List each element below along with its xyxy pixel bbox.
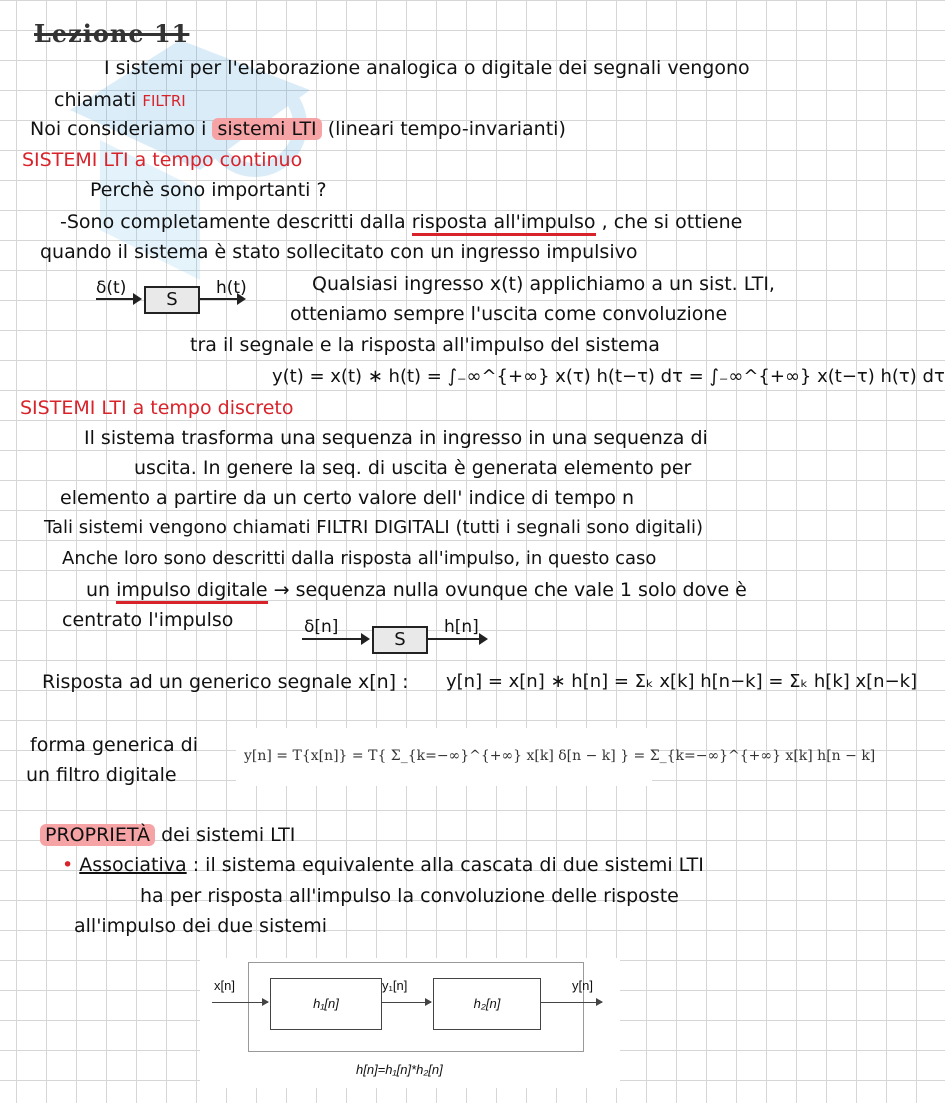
diagram-arrow-in-discrete — [302, 638, 368, 640]
proprieta-highlight: PROPRIETÀ — [40, 824, 155, 846]
discrete-line-6a: un — [86, 579, 111, 601]
side-line-3: tra il segnale e la risposta all'impulso del sistema — [190, 334, 660, 356]
associative-line-1c: : il sistema equivalente alla cascata di due sistemi LTI — [192, 854, 704, 876]
intro-line-1: I sistemi per l'elaborazione analogica o digitale dei segnali vengono — [104, 57, 750, 79]
discrete-line-7: centrato l'impulso — [62, 609, 234, 631]
associative-line-3: all'impulso dei due sistemi — [74, 915, 328, 937]
response-formula: y[n] = x[n] ∗ h[n] = Σₖ x[k] h[n−k] = Σₖ h[k] x[n−k] — [446, 671, 918, 692]
diagram-output-hn: h[n] — [444, 617, 479, 637]
side-line-1: Qualsiasi ingresso x(t) applichiamo a un sist. LTI, — [312, 273, 775, 295]
discrete-line-3: elemento a partire da un certo valore dell' indice di tempo n — [60, 487, 635, 509]
generic-filter-formula: y[n] = T{x[n]} = T{ Σ_{k=−∞}^{+∞} x[k] δ[n − k] } = Σ_{k=−∞}^{+∞} x[k] h[n − k] — [244, 748, 876, 764]
diagram-output-ht: h(t) — [216, 278, 247, 298]
discrete-line-4: Tali sistemi vengono chiamati FILTRI DIGITALI (tutti i segnali sono digitali) — [44, 517, 704, 538]
cascade-box-h2: h₂[n] — [433, 978, 541, 1030]
cascade-caption: h[n]=h₁[n]*h₂[n] — [356, 1062, 443, 1077]
continuous-line-1a: -Sono completamente descritti dalla — [60, 211, 406, 233]
impulso-digitale-underline: impulso digitale — [116, 579, 267, 604]
diagram-input-dt: δ(t) — [96, 278, 127, 298]
generic-filter-formula-box — [236, 728, 876, 786]
associativa-label: Associativa — [79, 854, 187, 876]
diagram-arrow-in — [96, 298, 140, 300]
intro-chiamati: chiamati — [54, 89, 137, 111]
associative-line-2: ha per risposta all'impulso la convoluzione delle risposte — [140, 885, 679, 907]
system-box-s: S — [144, 286, 200, 314]
intro-consideriamo: Noi consideriamo i — [30, 118, 207, 140]
discrete-line-5: Anche loro sono descritti dalla risposta all'impulso, in questo caso — [62, 548, 657, 569]
continuous-line-1 — [60, 210, 742, 234]
side-line-2: otteniamo sempre l'uscita come convoluzione — [290, 303, 728, 325]
properties-heading — [40, 823, 295, 847]
system-box-s-discrete: S — [372, 626, 428, 654]
risposta-impulso-underline: risposta all'impulso — [412, 211, 596, 236]
intro-line-2 — [54, 88, 186, 113]
cascade-arrow-in — [212, 1002, 268, 1003]
cascade-mid-label: y₁[n] — [382, 978, 408, 993]
response-label: Risposta ad un generico segnale x[n] : — [42, 671, 409, 693]
generic-label-2: un filtro digitale — [26, 764, 177, 786]
continuous-line-1c: , che si ottiene — [601, 211, 743, 233]
question: Perchè sono importanti ? — [90, 179, 327, 201]
cascade-arrow-mid — [381, 1002, 431, 1003]
diagram-input-dn: δ[n] — [304, 617, 339, 637]
filtri-label: FILTRI — [142, 92, 186, 110]
properties-heading-b: dei sistemi LTI — [161, 824, 296, 846]
cascade-input-label: x[n] — [214, 978, 235, 993]
discrete-line-1: Il sistema trasforma una sequenza in ingresso in una sequenza di — [84, 427, 708, 449]
sistemi-lti-highlight: sistemi LTI — [212, 118, 321, 140]
heading-continuous: SISTEMI LTI a tempo continuo — [22, 149, 303, 171]
generic-label-1: forma generica di — [30, 734, 199, 756]
heading-discrete: SISTEMI LTI a tempo discreto — [20, 397, 294, 419]
continuous-convolution-formula: y(t) = x(t) ∗ h(t) = ∫₋∞^{+∞} x(τ) h(t−τ) dτ = ∫₋∞^{+∞} x(t−τ) h(τ) dτ — [272, 366, 945, 387]
continuous-line-2: quando il sistema è stato sollecitato con un ingresso impulsivo — [40, 241, 638, 263]
discrete-line-2: uscita. In genere la seq. di uscita è generata elemento per — [134, 457, 692, 479]
intro-lineari: (lineari tempo-invarianti) — [327, 118, 566, 140]
page-title: Lezione 11 — [34, 19, 190, 48]
intro-line-3 — [30, 117, 566, 141]
bullet: • — [62, 854, 74, 876]
discrete-line-6c: → sequenza nulla ovunque che vale 1 solo dove è — [273, 579, 747, 601]
cascade-output-label: y[n] — [572, 978, 593, 993]
discrete-line-6 — [86, 578, 747, 602]
associative-line-1 — [62, 853, 704, 877]
cascade-box-h1: h₁[n] — [270, 978, 382, 1030]
cascade-arrow-out — [540, 1002, 602, 1003]
cascade-diagram — [200, 958, 620, 1088]
